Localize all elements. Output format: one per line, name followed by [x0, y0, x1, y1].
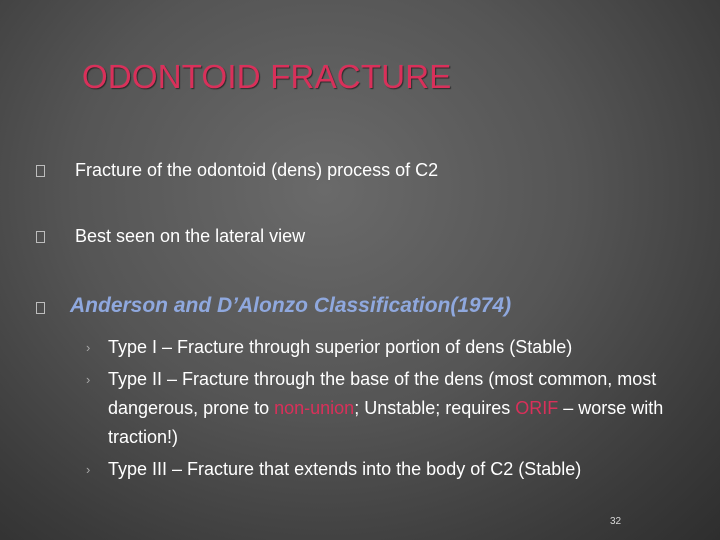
- slide-title: ODONTOID FRACTURE: [82, 58, 452, 95]
- sub-bullet-item: [86, 333, 706, 362]
- highlight-orif: ORIF: [515, 398, 559, 418]
- sub-bullet-item: [86, 365, 706, 452]
- sub-bullet-text-part: Type II – Fracture through the base of the dens (most common, most dangerous, prone to: [108, 369, 657, 418]
- sub-bullet-text-part: ; Unstable; requires: [354, 398, 516, 418]
- chevron-right-icon: ›: [86, 372, 91, 387]
- chevron-right-icon: ›: [86, 340, 91, 355]
- square-bullet-icon: [36, 231, 45, 243]
- classification-bullet: [36, 294, 511, 318]
- bullet-text: Fracture of the odontoid (dens) process of C2: [75, 160, 439, 180]
- highlight-non-union: non-union: [274, 398, 355, 418]
- sub-bullet-text: [108, 365, 706, 452]
- sub-bullet-text: Type III – Fracture that extends into the body of C2 (Stable): [108, 459, 582, 479]
- square-bullet-icon: [36, 165, 45, 177]
- bullet-item: [36, 160, 438, 181]
- bullet-item: [36, 226, 305, 247]
- chevron-right-icon: ›: [86, 462, 91, 477]
- sub-bullet-text: Type I – Fracture through superior portion of dens (Stable): [108, 337, 573, 357]
- sub-bullet-text-part: – worse with traction!): [108, 398, 664, 447]
- square-bullet-icon: [36, 302, 45, 314]
- classification-heading: Anderson and D’Alonzo Classification(1974): [70, 294, 512, 317]
- bullet-text: Best seen on the lateral view: [75, 226, 306, 246]
- page-number: 32: [610, 516, 622, 527]
- sub-bullet-item: [86, 455, 706, 484]
